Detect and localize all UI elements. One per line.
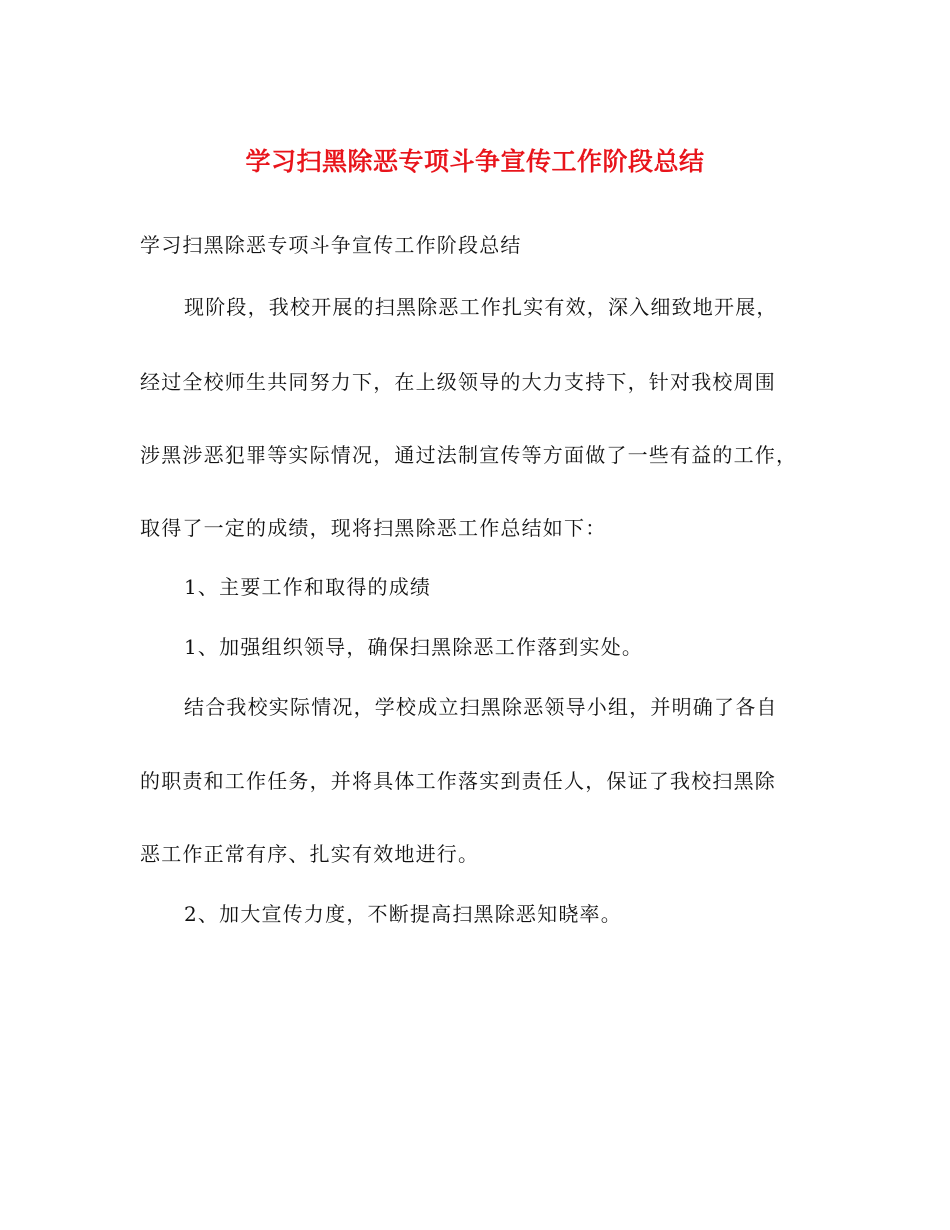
document-title: 学习扫黑除恶专项斗争宣传工作阶段总结 [245,147,705,176]
subsection-heading: 2、加大宣传力度，不断提高扫黑除恶知晓率。 [184,902,622,926]
paragraph-line: 结合我校实际情况，学校成立扫黑除恶领导小组，并明确了各自 [184,695,778,719]
subtitle-line: 学习扫黑除恶专项斗争宣传工作阶段总结 [140,233,522,257]
paragraph-line: 的职责和工作任务，并将具体工作落实到责任人，保证了我校扫黑除 [140,769,776,793]
paragraph-line: 恶工作正常有序、扎实有效地进行。 [140,842,480,866]
subsection-heading: 1、加强组织领导，确保扫黑除恶工作落到实处。 [184,635,644,659]
paragraph-line: 取得了一定的成绩，现将扫黑除恶工作总结如下： [140,516,607,540]
paragraph-line: 现阶段，我校开展的扫黑除恶工作扎实有效，深入细致地开展， [184,295,778,319]
paragraph-line: 涉黑涉恶犯罪等实际情况，通过法制宣传等方面做了一些有益的工作， [140,443,798,467]
paragraph-line: 经过全校师生共同努力下，在上级领导的大力支持下，针对我校周围 [140,370,776,394]
section-heading: 1、主要工作和取得的成绩 [184,575,432,599]
